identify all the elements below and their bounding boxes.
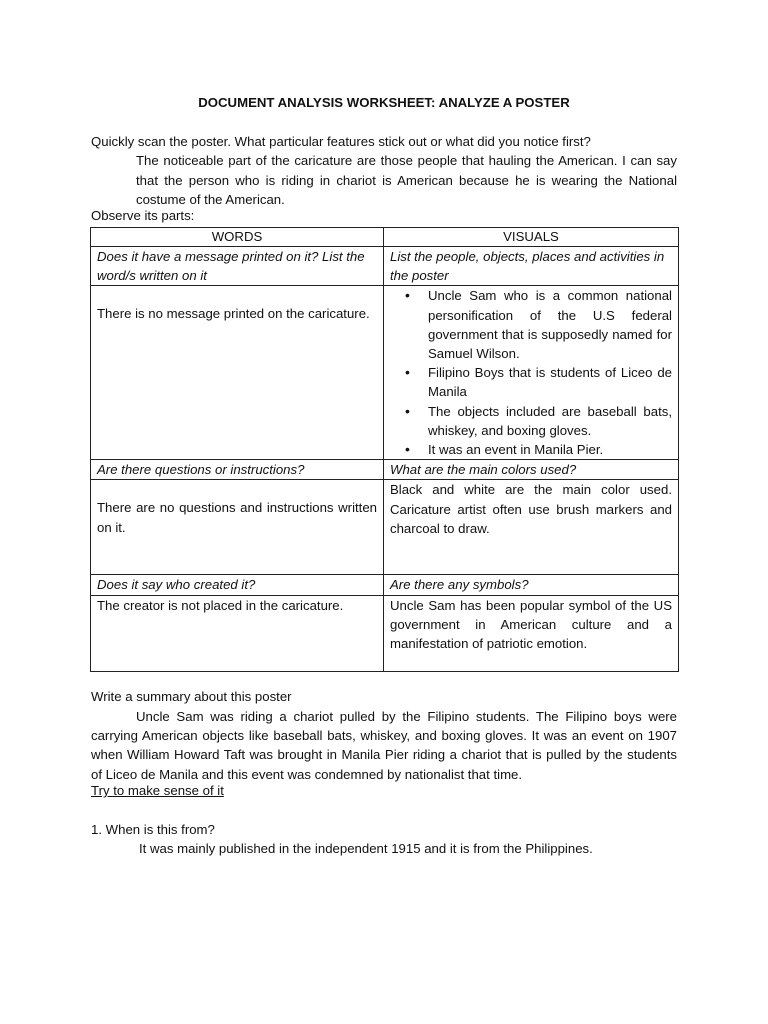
words-prompt-message: Does it have a message printed on it? List the word/s written on it [91, 247, 384, 286]
when-question: 1. When is this from? [91, 822, 215, 837]
table-row [91, 247, 679, 286]
words-answer-message: There is no message printed on the caricature. [91, 286, 384, 460]
analysis-table [90, 227, 679, 672]
table-row [91, 460, 679, 480]
header-visuals: VISUALS [384, 228, 679, 247]
sense-heading: Try to make sense of it [91, 783, 224, 798]
summary-heading: Write a summary about this poster [91, 689, 292, 704]
list-item: • Uncle Sam who is a common national personification of the U.S federal government that is supposedly named for Samuel Wilson. [428, 286, 672, 363]
words-answer-creator: The creator is not placed in the caricature. [91, 595, 384, 671]
words-prompt-creator: Does it say who created it? [91, 575, 384, 595]
summary-text: Uncle Sam was riding a chariot pulled by the Filipino students. The Filipino boys were carrying American objects like baseball bats, whiskey, and boxing gloves. It was an event on 1907 when William Howard Taft was brought in Manila Pier riding a chariot that is pulled by the students of Liceo de Manila and this event was condemned by nationalist that time. [91, 709, 677, 782]
when-answer: It was mainly published in the independent 1915 and it is from the Philippines. [139, 841, 593, 856]
scan-answer: The noticeable part of the caricature are those people that hauling the American. I can say that the person who is riding in chariot is American because he is wearing the National costume of the American. [136, 153, 677, 207]
observe-label: Observe its parts: [91, 208, 195, 223]
visuals-answer-list [384, 286, 679, 460]
visuals-prompt-people: List the people, objects, places and activities in the poster [384, 247, 679, 286]
header-words: WORDS [91, 228, 384, 247]
page-title: DOCUMENT ANALYSIS WORKSHEET: ANALYZE A POSTER [198, 95, 570, 110]
table-row [91, 480, 679, 575]
table-row [91, 575, 679, 595]
visuals-answer-symbols: Uncle Sam has been popular symbol of the US government in American culture and a manifestation of patriotic emotion. [384, 595, 679, 671]
scan-question: Quickly scan the poster. What particular features stick out or what did you notice first? [91, 134, 591, 149]
list-item: • Filipino Boys that is students of Liceo de Manila [428, 363, 672, 401]
visuals-prompt-colors: What are the main colors used? [384, 460, 679, 480]
list-item: • The objects included are baseball bats, whiskey, and boxing gloves. [428, 402, 672, 440]
visuals-prompt-symbols: Are there any symbols? [384, 575, 679, 595]
table-row [91, 595, 679, 671]
words-prompt-questions: Are there questions or instructions? [91, 460, 384, 480]
visuals-bullet-list [390, 286, 672, 459]
list-item: • It was an event in Manila Pier. [428, 440, 672, 459]
visuals-answer-colors: Black and white are the main color used. Caricature artist often use brush markers and charcoal to draw. [384, 480, 679, 575]
table-row [91, 286, 679, 460]
table-header-row [91, 228, 679, 247]
words-answer-questions: There are no questions and instructions written on it. [91, 480, 384, 575]
